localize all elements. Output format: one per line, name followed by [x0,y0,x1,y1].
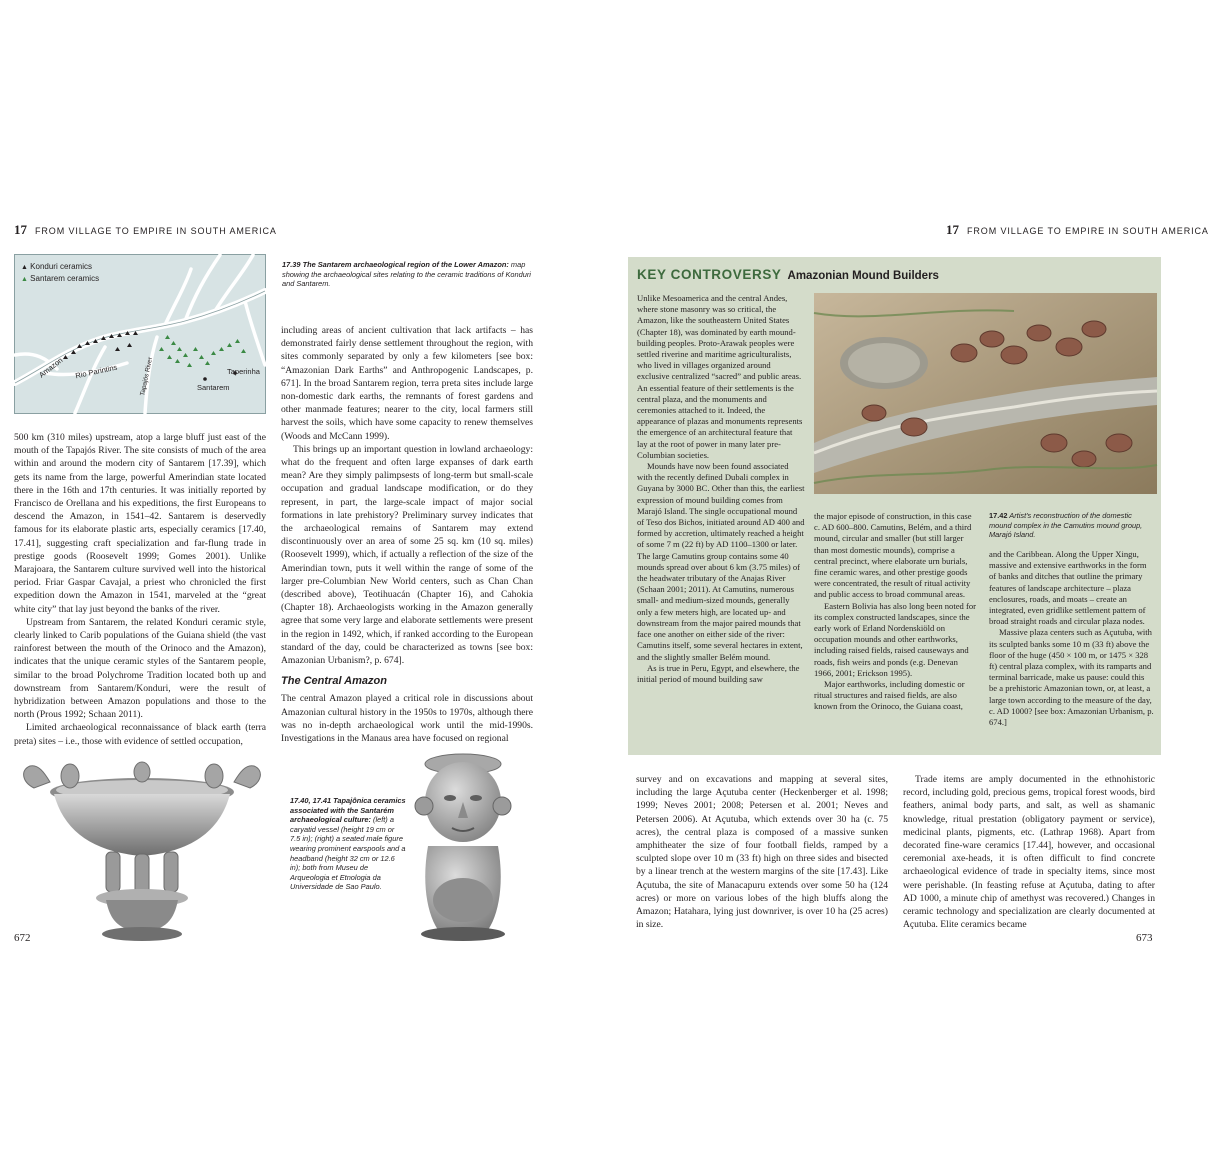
paragraph: Mounds have now been found associated with the recently defined Dubali complex in Guyana by 3000 BC. Other than this, the earliest expression of mound building comes from Marajó Island. The single occupational mound of Teso dos Bichos, initiated around AD 400 and formed by accretion, ultimately reached a height of some 7 m (22 ft) by AD 1100–1300 or later. The large Camutins group contains some 40 mounds spread over about 6 km (3.75 miles) of the headwater tributary of the Anajas River (Schaan 2001; 2011). At Camutins, numerous small- and medium-sized mounds, generally only a few meters high, are located up- and downstream from the major paired mounds that face one another on either side of the river: Camutins itself, some several hectares in extent, and the slightly smaller Belém mound. [637,461,805,662]
paragraph: including areas of ancient cultivation that lack artifacts – has demonstrated fairly dense settlement throughout the region, with sites commonly separated by only a few kilometers [see box: “Amazonian Dark Earths” and Anthropogenic Landscapes, p. 671]. In the broad Santarem region, terra preta sites include large non-domestic dark earths, the remnants of forest gardens and other manmade features; nearer to the city, local farmers still harvest the soils, which have some capacity to renew themselves (Woods and McCann 1999). [281,325,533,442]
paragraph: Trade items are amply documented in the ethnohistoric record, including gold, precious gems, tropical forest woods, bird feathers, animal body parts, and salt, as well as shamanic knowledge, ritual prestation (obligatory payment or service), medicinal plants, pigments, etc. (Lathrap 1968). Apart from decorated fine-ware ceramics [17.44], however, and occasional ceremonial axe-heads, it is often difficult to find concrete archaeological evidence of trade in specialty items, since most were perishable. (In feasting refuse at Açutuba, dating to after AD 1000, a minute chip of amethyst was recovered.) Changes in ceramic technology and specialization are clearly documented at Açutuba. Elite ceramics became [903,774,1155,931]
paragraph: 500 km (310 miles) upstream, atop a large bluff just east of the mouth of the Tapajós River. The site consists of much of the area within and around the modern city of Santarem [17.39], which gets its name from the large, powerful Amerindian state located there in the 16th and 17th centuries. It was initially reported by Francisco de Orellana and his expeditions, the first Europeans to descend the Amazon, in 1541–42. Santarem is deservedly famous for its elaborate plastic arts, especially ceramics [17.40, 17.41], suggesting craft specialization and far-flung trade in prestige goods (Roosevelt 1999; Gomes 2001). Unlike Marajoara, the Santarem culture survived well into the historical period. Friar Gaspar Cavajal, a priest who chronicled the first expedition down the Amazon in 1541, marveled at the “great white city” that lay just beyond the banks of the river. [14,432,266,615]
paragraph: Massive plaza centers such as Açutuba, with its sculpted banks some 10 m (33 ft) above the floor of the huge (450 × 100 m, or 1475 × 328 ft) central plaza complex, with its ramparts and terminal barricade, make us pause: could this be a prehistoric Amazonian town, or, at least, a large town according to the measure of the day, c. AD 1000? [see box: Amazonian Urbanism, p. 674.] [989,627,1154,728]
caryatid-vessel-image [14,752,274,942]
map-label-tapajos: Tapajós River [139,356,155,397]
section-heading: The Central Amazon [281,675,387,688]
page-number-right: 673 [1136,932,1153,944]
box-heading [637,266,939,284]
paragraph: survey and on excavations and mapping at several sites, including the large Açutuba center (Heckenberger et al. 1998; 1999; Neves 2001; 2008; Petersen et al. 2001; Neves and Petersen 2006). At Açutuba, which extends over 30 ha (c. 75 acres), the central plaza is composed of a massive sunken amphitheater the size of four football fields, ramped by a sculpted slope over 10 m (33 ft) high on three sides and bisected by a linear trench at the western margins of the site [17.43]. Like Açutuba, the site of Manacapuru extends over some 50 ha (124 acres) or more on various lobes of the high bluffs along the Amazon; Hatahara, lying just downriver, is over 10 ha (25 acres) in size. [636,774,888,931]
paragraph: Limited archaeological reconnaissance of black earth (terra preta) sites – i.e., those with evidence of settled occupation, [14,722,266,747]
paragraph: Upstream from Santarem, the related Konduri ceramic style, clearly linked to Carib populations of the Guiana shield (the vast rainforest between the mouth of the Orinoco and the Amazon), indicates that the unique ceramic styles of the Santarem people, similar to the broad Polychrome Tradition located both up and downstream from Santarem/Konduri, were the result of hybridization between Amazon populations and those to the north (Prous 1992; Schaan 2011). [14,616,266,721]
left-column-2 [281,324,533,745]
legend-santarem: ▲ Santarem ceramics [21,274,100,283]
box-column-3 [989,549,1154,728]
paragraph: Unlike Mesoamerica and the central Andes, where stone masonry was so critical, the Amazon, like the southeastern United States (Chapter 18), was dominated by earth mound-building peoples. Proto-Arawak peoples were settled riverine and maritime agriculturalists, who lived in villages organized around exclusive centralized “sacred” and public areas. An essential feature of their settlements is the central plaza, and the monuments and ceremonies attached to it. Indeed, the appearance of plazas and monuments represents the emergence of an architectural feature that lay at the root of power in many later pre-Columbian societies. [637,293,803,460]
paragraph: and the Caribbean. Along the Upper Xingu, massive and extensive earthworks in the form of banks and ditches that outline the primary features of landscape architecture – plaza enclosures, roads, and moats – create an integrated, even gridlike settlement pattern of broad straight roads and circular plaza nodes. [989,549,1147,627]
caption-17-40-17-41: 17.40, 17.41 Tapajônica ceramics associated with the Santarém archaeological culture: (left) a caryatid vessel (height 19 cm or 7.5 in); (right) a seated male figure wearing prominent earspools and a headband (height 32 cm or 12.6 in); both from Museu de Arqueologia et Etnologia da Universidade de Sao Paulo. [290,796,406,892]
box-column-2 [814,511,977,713]
caption-17-39: 17.39 The Santarem archaeological region of the Lower Amazon: map showing the archaeological sites relating to the ceramic traditions of Konduri and Santarem. [282,260,531,289]
mound-reconstruction-image [814,293,1157,494]
caption-17-42: 17.42 Artist's reconstruction of the domestic mound complex in the Camutins mound group, Marajó Island. [989,511,1143,540]
map-label-santarem: Santarem [197,383,230,392]
box-label: KEY CONTROVERSY [637,267,782,282]
right-column-2 [903,773,1155,931]
paragraph: As is true in Peru, Egypt, and elsewhere, the initial period of mound building saw [637,662,800,684]
seated-figure-image [408,750,518,942]
box-column-1 [637,293,805,685]
legend-konduri: ▲ Konduri ceramics [21,262,92,271]
santarem-site-markers [159,335,246,367]
map-label-parintins: Rio Parintins [74,362,119,381]
running-head-right: 17 FROM VILLAGE TO EMPIRE IN SOUTH AMERICA [946,222,1209,237]
map-label-taperinha: Taperinha [227,367,260,376]
santarem-region-map [14,254,266,414]
page-number-left: 672 [14,932,31,944]
left-column-1 [14,431,266,748]
right-column-1 [636,773,888,931]
paragraph: This brings up an important question in lowland archaeology: what do the frequent and often large expanses of dark earth mean? Are they simply palimpsests of long-term but small-scale occupation and gradual landscape modification, or do they represent, in part, the large-scale impact of major social formations in late prehistory? Preliminary survey indicates that the archaeological remains of Santarem may extend discontinuously over an area of some 25 sq. km (10 sq. miles) (Roosevelt 1999), which, if actually a reflection of the size of the Amerindian town, puts it well within the range of some of the larger pre-Columbian New World centers, such as Chan Chan (described above), Teotihuacán (Chapter 16), and Cahokia (Chapter 18). Archaeologists working in the Amazon generally agree that some very large and elaborate settlements were present in the region in 1492, which, if ranked according to the European standard of the day, could be characterized as towns [see box: Amazonian Urbanism?, p. 674]. [281,443,533,667]
map-legend [21,261,99,285]
paragraph: The central Amazon played a critical role in discussions about Amazonian cultural history in the 1950s to 1970s, although there was no in-depth archaeological work until the mid-1990s. Investigations in the Manaus area have focused on regional [281,693,533,745]
box-title: Amazonian Mound Builders [787,270,939,282]
paragraph: the major episode of construction, in this case c. AD 600–800. Camutins, Belém, and a third mound, circular and smaller (but still larger than most domestic mounds), comprise a central precinct, where elaborate urn burials, fine ceramic wares, and other prestige goods were concentrated, the result of ritual activity and public access to broad communal areas. [814,511,972,600]
paragraph: Major earthworks, including domestic or ritual structures and raised fields, are also known from the Orinoco, the Guiana coast, [814,679,965,712]
running-head-left: 17 FROM VILLAGE TO EMPIRE IN SOUTH AMERICA [14,222,277,237]
paragraph: Eastern Bolivia has also long been noted for its complex constructed landscapes, since the early work of Erland Nordenskiöld on occupation mounds and other earthworks, including raised fields, raised causeways and roads, fish weirs and ponds (e.g. Denevan 1966, 2001; Erickson 1995). [814,600,977,678]
map-label-amazon: Amazon [37,355,65,380]
